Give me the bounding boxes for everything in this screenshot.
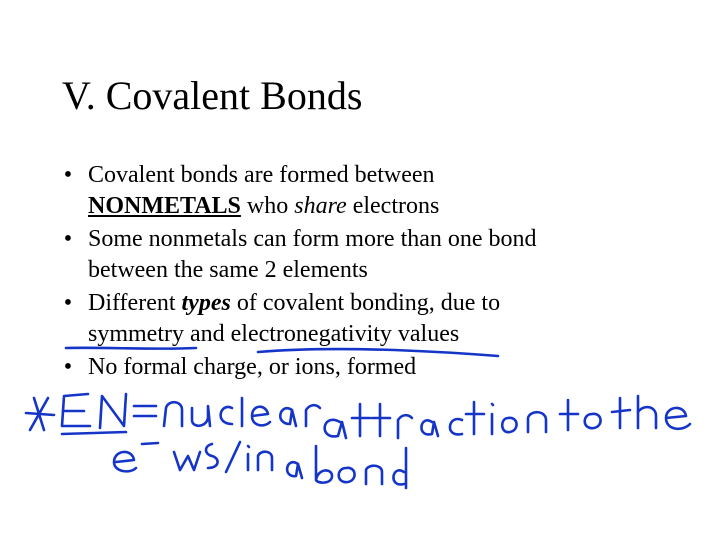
emphasis-types: types: [181, 290, 231, 316]
ink-word-bond: [316, 446, 406, 488]
text-run: Different: [88, 290, 182, 316]
ink-word-the: [612, 396, 690, 429]
bullet-list: [58, 160, 698, 385]
bullet-text-line2: between the same 2 elements: [88, 257, 368, 283]
ink-word-to: [560, 400, 601, 430]
ink-equals: [134, 406, 156, 416]
emphasis-share: share: [294, 193, 347, 219]
bullet-dot: •: [63, 354, 73, 380]
ink-word-attraction: [325, 402, 546, 438]
ink-text-EN: [62, 394, 126, 434]
text-run: of covalent bonding, due to: [230, 290, 501, 316]
bullet-item-bond-types: [58, 288, 698, 350]
slide-title: V. Covalent Bonds: [62, 73, 363, 118]
ink-w-slash-in: [174, 442, 272, 472]
ink-e-minus: [114, 443, 158, 471]
bullet-text-line2: [88, 191, 698, 222]
emphasis-nonmetals: NONMETALS: [88, 193, 241, 219]
bullet-text: Some nonmetals can form more than one bond: [88, 226, 537, 252]
text-run: electrons: [346, 193, 440, 219]
bullet-text: Covalent bonds are formed between: [88, 162, 435, 188]
bullet-text: [88, 290, 500, 316]
bullet-dot: •: [63, 162, 73, 188]
ink-word-nuclear: [164, 398, 320, 426]
bullet-item-no-formal-charge: [58, 352, 698, 383]
bullet-item-multiple-bonds: [58, 224, 698, 286]
bullet-item-covalent-bonds: [58, 160, 698, 222]
bullet-text-line2: symmetry and electronegativity values: [88, 321, 460, 347]
ink-word-a: [287, 462, 302, 478]
bullet-dot: •: [63, 226, 73, 252]
ink-asterisk: [26, 398, 54, 430]
text-run: who: [240, 193, 295, 219]
bullet-text: No formal charge, or ions, formed: [88, 354, 417, 380]
bullet-dot: •: [63, 290, 73, 316]
